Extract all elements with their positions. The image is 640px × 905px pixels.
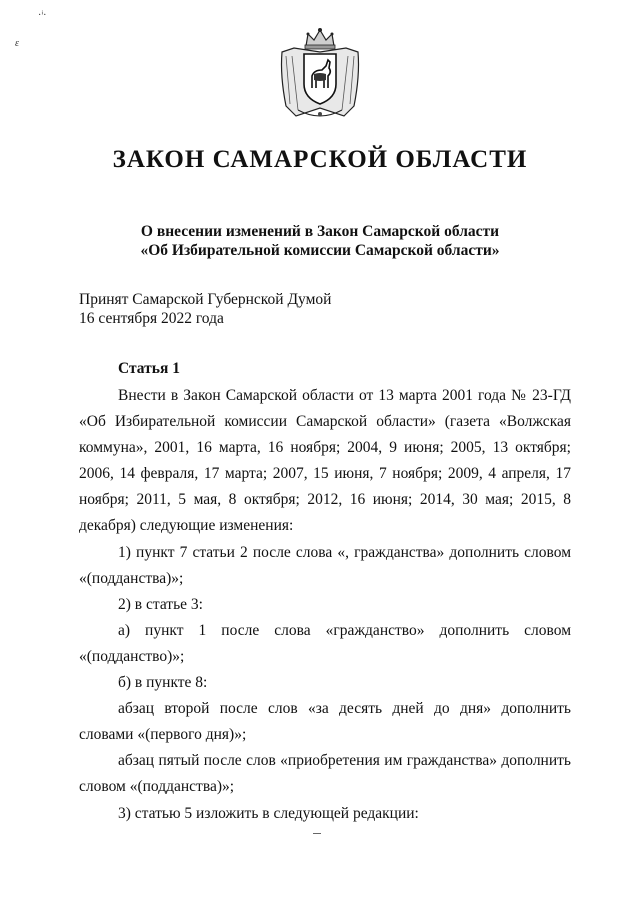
subtitle-line: «Об Избирательной комиссии Самарской области» [140, 242, 500, 259]
document-title: ЗАКОН САМАРСКОЙ ОБЛАСТИ [112, 146, 528, 173]
article-heading: Статья 1 [118, 360, 180, 377]
scan-mark [313, 833, 321, 834]
adoption-date: 16 сентября 2022 года [79, 310, 224, 327]
subtitle-line: О внесении изменений в Закон Самарской области [140, 223, 500, 240]
paragraph: Внести в Закон Самарской области от 13 марта 2001 года № 23-ГД «Об Избирательной комиссии Самарской области» (газета «Волжская коммуна», 2001, 16 марта, 16 ноября; 2004, 9 июня; 2005, 13 октября; 2006, 14 февраля, 17 марта; 2007, 15 июня, 7 ноября; 2009, 4 апреля, 17 ноября; 2011, 5 мая, 8 октября; 2012, 16 июня; 2014, 30 мая; 2015, 8 декабря) следующие изменения: [79, 387, 571, 535]
paragraph: а) пункт 1 после слова «гражданство» дополнить словом «(подданство)»; [79, 621, 571, 665]
paragraph: 1) пункт 7 статьи 2 после слова «, гражданства» дополнить словом «(подданства)»; [79, 543, 571, 587]
samara-coat-of-arms-icon [276, 26, 364, 120]
scan-mark: ·ⁱ· [38, 10, 47, 21]
document-subtitle [0, 222, 640, 260]
paragraph: абзац второй после слов «за десять дней до дня» дополнить словами «(первого дня)»; [79, 700, 571, 744]
paragraph: б) в пункте 8: [118, 674, 208, 692]
adoption-note [79, 290, 331, 328]
article-body [79, 383, 571, 827]
paragraph: абзац пятый после слов «приобретения им гражданства» дополнить словом «(подданства)»; [79, 752, 571, 796]
scan-mark: ε [15, 38, 19, 49]
adoption-body: Принят Самарской Губернской Думой [79, 291, 332, 308]
paragraph: 3) статью 5 изложить в следующей редакции: [118, 804, 419, 822]
paragraph: 2) в статье 3: [118, 595, 203, 613]
